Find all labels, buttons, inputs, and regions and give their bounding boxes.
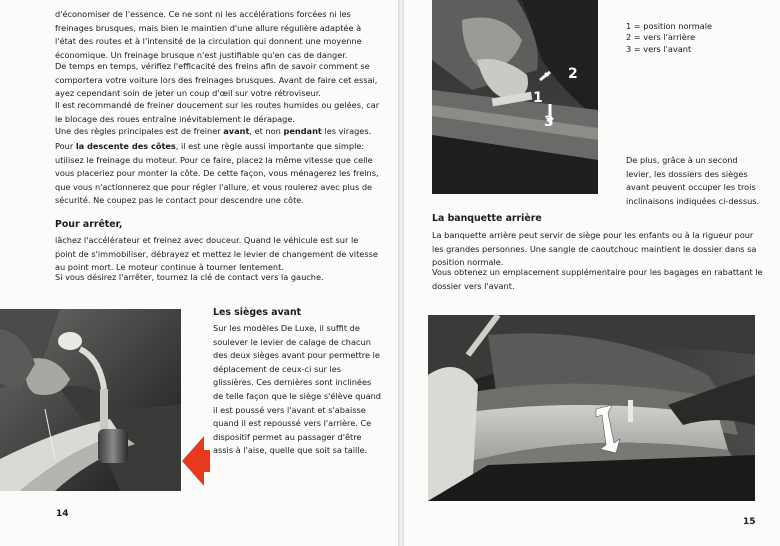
front-seats-paragraph: Sur les modèles De Luxe, il suffit de soulever le levier de calage de chacun des deux sièges avant pour permettre le déplacement de ceux-ci sur les glissières. Ces dernières sont inclinées de telle façon que le siège s'élève quand il est poussé vers l'avant et s'abaisse quand il est repoussé vers l'arrière. Ce dispositif permet au passager d'être assis à l'aise, quelle que soit sa taille. [213, 323, 381, 456]
red-arrow-icon [182, 432, 210, 490]
right-page [404, 0, 780, 546]
stop-heading: Pour arrêter, [55, 219, 123, 230]
wet-roads-paragraph: Il est recommandé de freiner doucement sur les routes humides ou gelées, car le blocage des roues entraîne inévitablement le dérapage. [55, 100, 380, 124]
gear-lever-illustration [0, 309, 181, 491]
intro-paragraph: d'économiser de l'essence. Ce ne sont ni les accélérations forcées ni les freinages brusques, mais bien le maintien d'une allure régulière adaptée à l'état des routes et à l'intensité de la circulation qui donnent une moyenne économique. Un freinage brusque n'est justifiable qu'en cas de danger. [55, 9, 362, 60]
rule-paragraph: Une des règles principales est de freiner avant, et non pendant les virages. [55, 126, 372, 136]
rear-seat-heading: La banquette arrière [432, 213, 542, 224]
front-seats-heading: Les sièges avant [213, 307, 302, 318]
descent-paragraph: Pour la descente des côtes, il est une règle aussi importante que simple: utilisez le freinage du moteur. Pour ce faire, placez la même vitesse que celle vous placeriez pour monter la côte. De cette façon, vous ménagerez les freins, que vous n'actionnerez que pour régler l'allure, et vous roulerez avec plus de sécurité. Ne coupez pas le contact pour descendre une côte. [55, 141, 379, 206]
second-lever-paragraph: De plus, grâce à un second levier, les dossiers des sièges avant peuvent occuper les trois inclinaisons indiquées ci-dessus. [626, 155, 760, 206]
legend-item-2: 2 = vers l'arrière [626, 32, 696, 43]
seat-lever-photo [432, 0, 598, 194]
rear-seat-paragraph: La banquette arrière peut servir de siège pour les enfants ou à la rigueur pour les grandes personnes. Une sangle de caoutchouc maintient le dossier dans sa position normale. [432, 230, 757, 268]
bold-avant: avant [223, 126, 250, 136]
photo-label-1: 1 [533, 90, 543, 106]
bold-pendant: pendant [283, 126, 322, 136]
page-number-right: 15 [743, 517, 756, 527]
bold-descente: la descente des côtes [75, 141, 176, 151]
rear-seat-photo [428, 315, 755, 501]
photo-label-3: 3 [544, 114, 554, 130]
seat-lever-illustration [432, 0, 598, 194]
key-paragraph: Si vous désirez l'arrêter, tournez la clé de contact vers la gauche. [55, 272, 324, 282]
double-arrow-icon [592, 403, 622, 455]
gear-lever-photo [0, 309, 181, 491]
legend-item-1: 1 = position normale [626, 21, 713, 31]
stop-paragraph: lâchez l'accélérateur et freinez avec douceur. Quand le véhicule est sur le point de s'immobiliser, débrayez et mettez le levier de changement de vitesse au point mort. Le moteur continue à tourner lentement. [55, 235, 378, 273]
legend-item-3: 3 = vers l'avant [626, 43, 692, 54]
brakes-paragraph: De temps en temps, vérifiez l'efficacité des freins afin de savoir comment se comportera votre voiture lors des freinages brusques. Avant de faire cet essai, ayez cependant soin de jeter un coup d'œil sur votre rétroviseur. [55, 61, 378, 99]
luggage-paragraph: Vous obtenez un emplacement supplémentaire pour les bagages en rabattant le dossier vers l'avant. [432, 267, 763, 291]
page-number-left: 14 [56, 509, 69, 519]
position-legend [626, 21, 712, 55]
photo-label-2: 2 [568, 66, 578, 82]
